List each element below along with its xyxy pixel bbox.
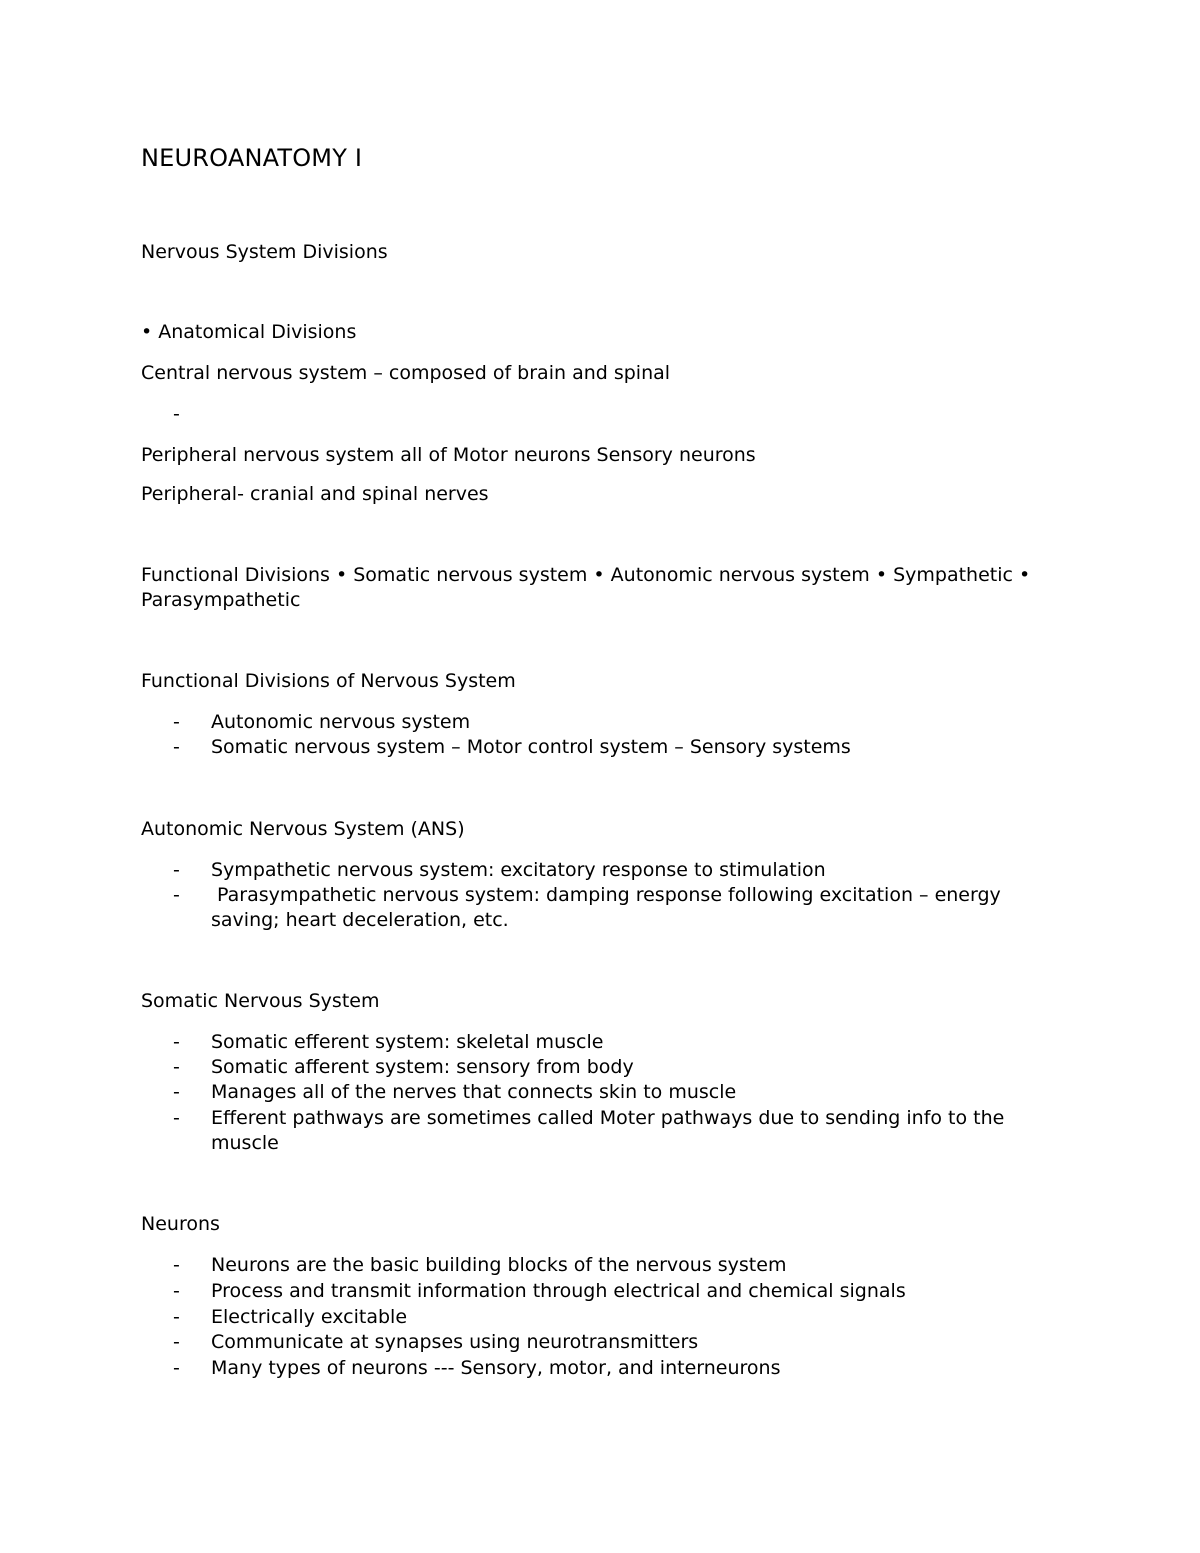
peripheral-line: Peripheral- cranial and spinal nerves <box>141 483 489 505</box>
section-heading-ans: Autonomic Nervous System (ANS) <box>141 818 465 840</box>
list-bullet-dash: - <box>173 1031 180 1053</box>
empty-dash: - <box>173 403 180 425</box>
list-bullet-dash: - <box>173 1081 180 1103</box>
list-item: Electrically excitable <box>211 1306 408 1328</box>
section-heading-neurons: Neurons <box>141 1213 220 1235</box>
section-heading-functional-divisions: Functional Divisions of Nervous System <box>141 670 516 692</box>
document-title: NEUROANATOMY I <box>141 144 363 172</box>
anatomical-divisions-line: • Anatomical Divisions <box>141 321 357 343</box>
list-item: Autonomic nervous system <box>211 711 471 733</box>
list-item: Manages all of the nerves that connects skin to muscle <box>211 1081 737 1103</box>
list-item: Somatic efferent system: skeletal muscle <box>211 1031 604 1053</box>
list-bullet-dash: - <box>173 711 180 733</box>
list-bullet-dash: - <box>173 1306 180 1328</box>
list-bullet-dash: - <box>173 1056 180 1078</box>
section-heading-somatic: Somatic Nervous System <box>141 990 380 1012</box>
list-bullet-dash: - <box>173 1331 180 1353</box>
section-heading-nervous-system-divisions: Nervous System Divisions <box>141 241 388 263</box>
list-item: Process and transmit information through electrical and chemical signals <box>211 1280 906 1302</box>
list-bullet-dash: - <box>173 884 180 906</box>
list-item: Somatic afferent system: sensory from body <box>211 1056 634 1078</box>
list-bullet-dash: - <box>173 1254 180 1276</box>
functional-divisions-line: Functional Divisions • Somatic nervous system • Autonomic nervous system • Sympathetic • Parasympathetic <box>141 564 1031 611</box>
list-bullet-dash: - <box>173 1107 180 1129</box>
list-item: Parasympathetic nervous system: damping response following excitation – energy saving; heart deceleration, etc. <box>211 884 1007 931</box>
list-item: Many types of neurons --- Sensory, motor, and interneurons <box>211 1357 781 1379</box>
list-bullet-dash: - <box>173 1357 180 1379</box>
list-item: Sympathetic nervous system: excitatory response to stimulation <box>211 859 826 881</box>
list-item: Efferent pathways are sometimes called Moter pathways due to sending info to the muscle <box>211 1107 1005 1154</box>
list-bullet-dash: - <box>173 1280 180 1302</box>
cns-line: Central nervous system – composed of brain and spinal <box>141 362 671 384</box>
pns-line: Peripheral nervous system all of Motor neurons Sensory neurons <box>141 444 756 466</box>
list-item: Somatic nervous system – Motor control system – Sensory systems <box>211 736 851 758</box>
list-item: Neurons are the basic building blocks of the nervous system <box>211 1254 787 1276</box>
list-bullet-dash: - <box>173 736 180 758</box>
list-item: Communicate at synapses using neurotransmitters <box>211 1331 699 1353</box>
list-bullet-dash: - <box>173 859 180 881</box>
